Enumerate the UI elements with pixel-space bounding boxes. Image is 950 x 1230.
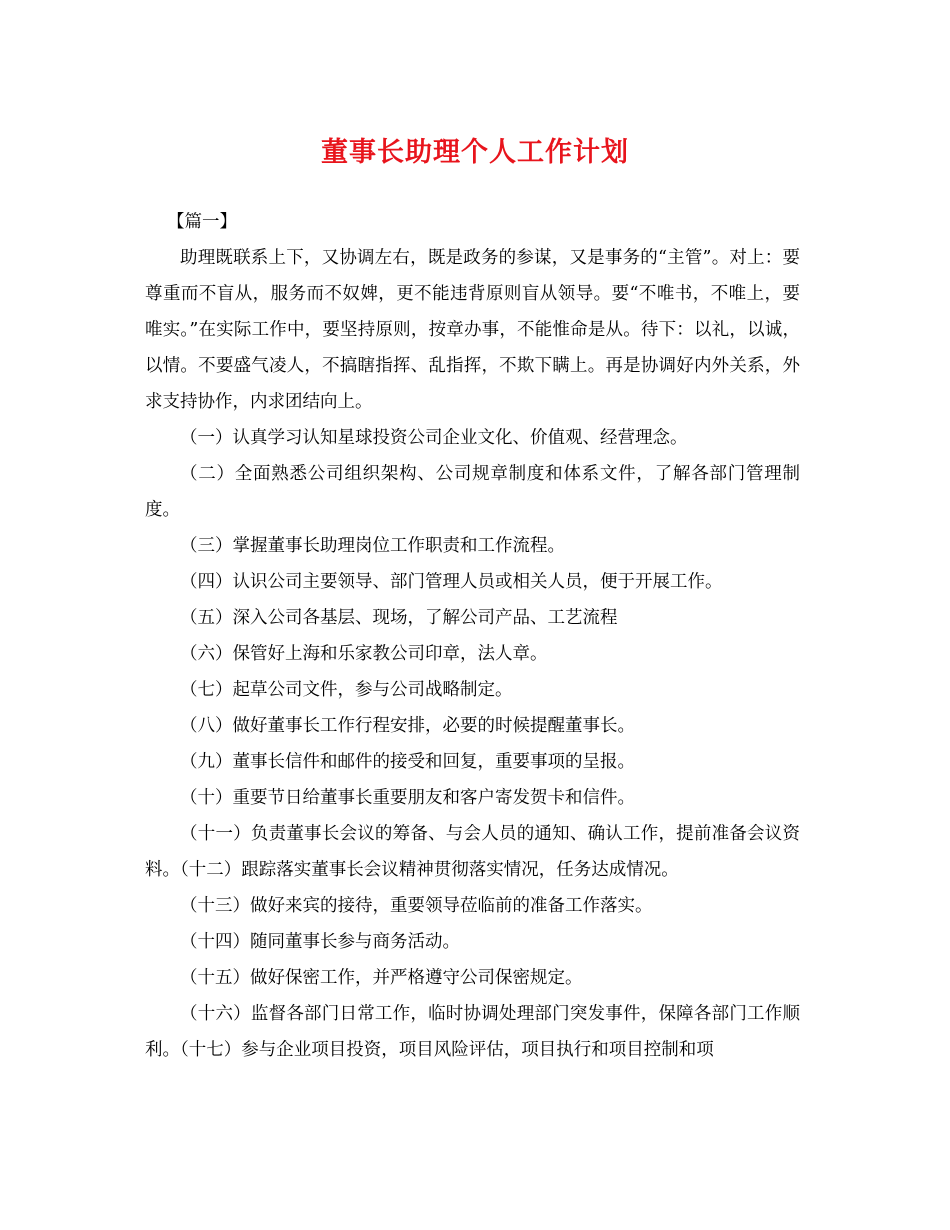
- paragraph-item: （九）董事长信件和邮件的接受和回复，重要事项的呈报。: [180, 752, 635, 772]
- paragraph-item: （八）做好董事长工作行程安排，必要的时候提醒董事长。: [180, 716, 635, 736]
- paragraph-item: （十六）监督各部门日常工作，临时协调处理部门突发事件，保障各部门工作顺利。（十七）参与企业项目投资，项目风险评估，项目执行和项目控制和项: [145, 1004, 800, 1060]
- paragraph-item: （十四）随同董事长参与商务活动。: [180, 932, 460, 952]
- paragraph-item: （一）认真学习认知星球投资公司企业文化、价值观、经营理念。: [180, 428, 688, 448]
- paragraph-item: （二）全面熟悉公司组织架构、公司规章制度和体系文件，了解各部门管理制度。: [145, 464, 800, 520]
- paragraph-intro: 助理既联系上下，又协调左右，既是政务的参谋，又是事务的“主管”。对上：要尊重而不盲从，服务而不奴婢，更不能违背原则盲从领导。要“不唯书，不唯上，要唯实。”在实际工作中，要坚持原则，按章办事，不能惟命是从。待下：以礼，以诚，以情。不要盛气凌人，不搞瞎指挥、乱指挥，不欺下瞒上。再是协调好内外关系，外求支持协作，内求团结向上。: [145, 248, 800, 412]
- paragraph-item: （三）掌握董事长助理岗位工作职责和工作流程。: [180, 536, 565, 556]
- paragraph-item: （十）重要节日给董事长重要朋友和客户寄发贺卡和信件。: [180, 788, 635, 808]
- paragraph-item: （十一）负责董事长会议的筹备、与会人员的通知、确认工作，提前准备会议资料。（十二）跟踪落实董事长会议精神贯彻落实情况，任务达成情况。: [145, 824, 800, 880]
- paragraph-item: （十五）做好保密工作，并严格遵守公司保密规定。: [180, 968, 583, 988]
- document-body: [145, 204, 800, 1068]
- paragraph-item: （十三）做好来宾的接待，重要领导莅临前的准备工作落实。: [180, 896, 653, 916]
- paragraph-item: （五）深入公司各基层、现场，了解公司产品、工艺流程: [180, 608, 618, 628]
- paragraph-item: （六）保管好上海和乐家教公司印章，法人章。: [180, 644, 548, 664]
- document-title: 董事长助理个人工作计划: [321, 137, 629, 168]
- paragraph-item: （四）认识公司主要领导、部门管理人员或相关人员，便于开展工作。: [180, 572, 723, 592]
- paragraph-item: （七）起草公司文件，参与公司战略制定。: [180, 680, 513, 700]
- section-label: 【篇一】: [167, 212, 237, 232]
